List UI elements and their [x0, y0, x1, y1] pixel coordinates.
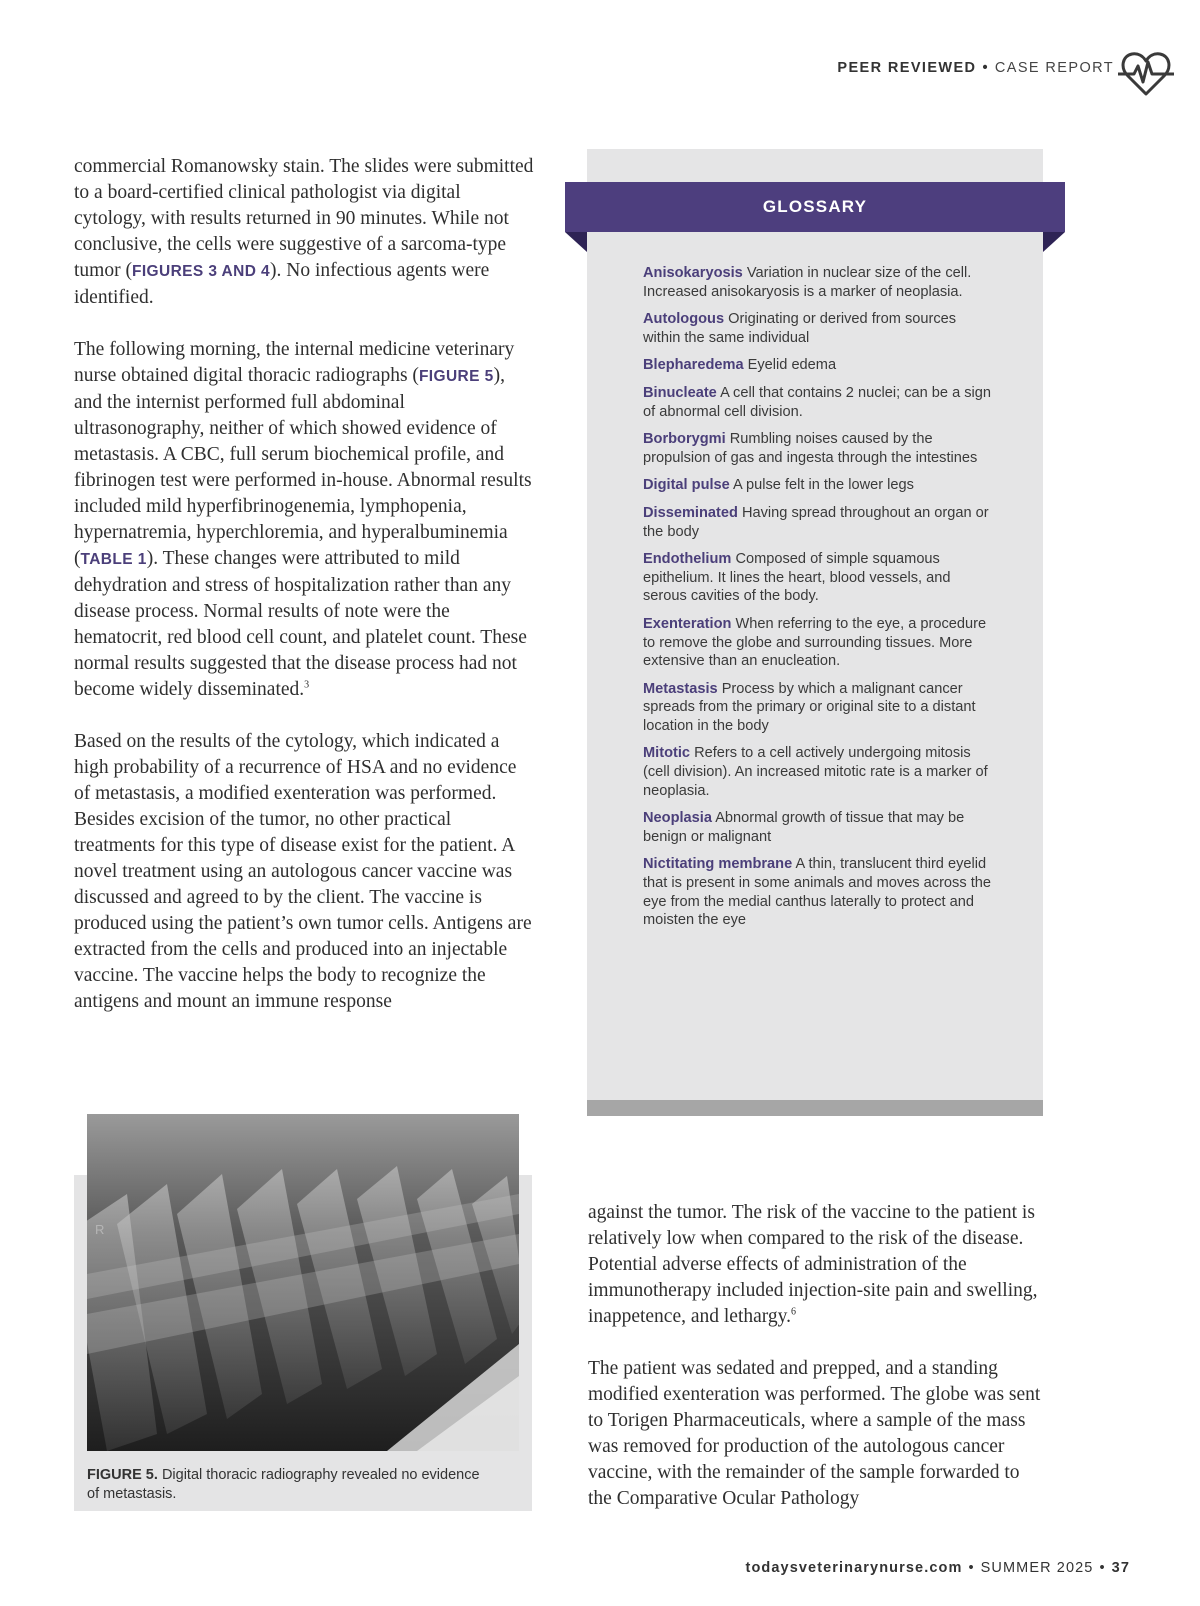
header-category: CASE REPORT: [994, 60, 1114, 76]
radiograph-graphic: [87, 1114, 519, 1451]
glossary-title: GLOSSARY: [565, 182, 1065, 232]
glossary-term: Anisokaryosis: [643, 265, 743, 281]
radiograph-marker: R: [95, 1222, 105, 1237]
glossary-term: Mitotic: [643, 745, 691, 762]
glossary-term: Endothelium: [643, 551, 732, 568]
glossary-list: [643, 264, 993, 939]
header-section: PEER REVIEWED: [837, 60, 977, 76]
glossary-bottom-bar: [587, 1100, 1043, 1116]
glossary-item: [643, 504, 993, 541]
glossary-term: Metastasis: [643, 680, 718, 697]
glossary-definition: Process by which a malignant cancer spreads from the primary or original site to a distant location in the body: [643, 680, 976, 734]
glossary-definition: A cell that contains 2 nuclei; can be a sign of abnormal cell division.: [643, 384, 992, 420]
text-run: against the tumor. The risk of the vaccine to the patient is relatively low when compared to the risk of the disease. Potential adverse effects of administration of the immunotherapy included injection-site pain and swelling, inappetence, and lethargy.: [588, 1202, 1038, 1327]
paragraph: The patient was sedated and prepped, and a standing modified exenteration was performed. The globe was sent to Torigen Pharmaceuticals, where a sample of the mass was removed for production of the autologous cancer vaccine, with the remainder of the sample forwarded to the Comparative Ocular Pathology: [588, 1358, 1041, 1509]
heart-pulse-icon: [1118, 48, 1174, 98]
banner-fold-left: [565, 232, 587, 252]
glossary-item: [643, 744, 993, 800]
glossary-term: Borborygmi: [643, 431, 726, 448]
running-header: [837, 60, 1114, 76]
figure-caption: [87, 1466, 487, 1504]
glossary-term: Binucleate: [643, 384, 717, 401]
glossary-definition: Refers to a cell actively undergoing mitosis (cell division). An increased mitotic rate is a marker of neoplasia.: [643, 745, 988, 799]
footer-issue: SUMMER 2025: [980, 1560, 1094, 1576]
glossary-definition: A thin, translucent third eyelid that is present in some animals and moves across the eye from the medial canthus laterally to protect and moisten the eye: [643, 856, 991, 929]
footer-site: todaysveterinarynurse.com: [745, 1560, 963, 1576]
text-run: The following morning, the internal medicine veterinary nurse obtained digital thoracic radiographs (: [74, 339, 515, 386]
glossary-term: Blepharedema: [643, 357, 744, 374]
glossary-item: [643, 550, 993, 606]
glossary-item: [643, 430, 993, 467]
glossary-item: [643, 809, 993, 846]
figure-reference: FIGURES 3 AND 4: [131, 263, 271, 280]
page-footer: [746, 1560, 1130, 1576]
glossary-term: Disseminated: [643, 504, 738, 521]
glossary-item: [643, 310, 993, 347]
table-reference: TABLE 1: [80, 551, 147, 568]
text-run: ). No infectious agents were identified.: [74, 260, 490, 308]
header-separator: •: [982, 60, 989, 76]
glossary-item: [643, 356, 993, 375]
glossary-item: [643, 264, 993, 301]
glossary-term: Neoplasia: [643, 810, 712, 827]
glossary-definition: Abnormal growth of tissue that may be benign or malignant: [643, 810, 965, 845]
citation-superscript: 6: [791, 1306, 797, 1318]
paragraph: Based on the results of the cytology, which indicated a high probability of a recurrence of HSA and no evidence of metastasis, a modified exenteration was performed. Besides excision of the tumor, no other practical treatments for this type of disease exist for the patient. A novel treatment using an autologous cancer vaccine was discussed and agreed to by the client. The vaccine is produced using the patient’s own tumor cells. Antigens are extracted from the cells and produced into an injectable vaccine. The vaccine helps the body to recognize the antigens and mount an immune response: [74, 731, 532, 1012]
left-column-text: [74, 154, 534, 1015]
right-column-text: [588, 1200, 1048, 1512]
thoracic-radiograph-image: [87, 1114, 519, 1451]
glossary-term: Exenteration: [643, 615, 732, 632]
glossary-definition: Composed of simple squamous epithelium. It lines the heart, blood vessels, and serous cavities of the body.: [643, 551, 951, 605]
page-number: 37: [1111, 1560, 1130, 1576]
glossary-item: [643, 855, 993, 929]
glossary-item: [643, 615, 993, 671]
glossary-item: [643, 476, 993, 495]
citation-superscript: 3: [304, 679, 310, 691]
glossary-definition: Originating or derived from sources within the same individual: [643, 311, 957, 346]
glossary-definition: Rumbling noises caused by the propulsion of gas and ingesta through the intestines: [643, 431, 978, 466]
paragraph: [74, 154, 534, 311]
figure-reference: FIGURE 5: [418, 368, 494, 385]
glossary-definition: A pulse felt in the lower legs: [733, 477, 914, 494]
banner-fold-right: [1043, 232, 1065, 252]
glossary-term: Nictitating membrane: [643, 856, 793, 873]
caption-text: Digital thoracic radiography revealed no evidence of metastasis.: [87, 1467, 480, 1502]
glossary-definition: Variation in nuclear size of the cell. Increased anisokaryosis is a marker of neoplasia.: [643, 265, 972, 300]
paragraph: [588, 1200, 1048, 1330]
header-text: [837, 60, 1114, 76]
glossary-item: [643, 384, 993, 421]
glossary-item: [643, 680, 993, 736]
footer-separator: •: [1099, 1560, 1106, 1576]
caption-label: FIGURE 5.: [87, 1467, 158, 1483]
glossary-definition: Having spread throughout an organ or the body: [643, 504, 989, 540]
glossary-definition: When referring to the eye, a procedure to remove the globe and surrounding tissues. More extensive than an enucleation.: [643, 615, 987, 670]
glossary-definition: Eyelid edema: [747, 357, 837, 374]
text-run: commercial Romanowsky stain. The slides were submitted to a board-certified clinical pathologist via digital cytology, with results returned in 90 minutes. While not conclusive, the cells were suggestive of a sarcoma-type tumor (: [74, 156, 534, 281]
glossary-term: Autologous: [643, 311, 725, 328]
glossary-term: Digital pulse: [643, 477, 730, 494]
paragraph: [74, 337, 534, 703]
text-run: ), and the internist performed full abdominal ultrasonography, neither of which showed evidence of metastasis. A CBC, full serum biochemical profile, and fibrinogen test were performed in-house. Abnormal results included mild hyperfibrinogenemia, lymphopenia, hypernatremia, hyperchloremia, and hyperalbuminemia (: [74, 365, 532, 569]
footer-separator: •: [968, 1560, 975, 1576]
text-run: ). These changes were attributed to mild dehydration and stress of hospitalization rather than any disease process. Normal results of note were the hematocrit, red blood cell count, and platelet count. These normal results suggested that the disease process had not become widely disseminated.: [74, 548, 527, 700]
